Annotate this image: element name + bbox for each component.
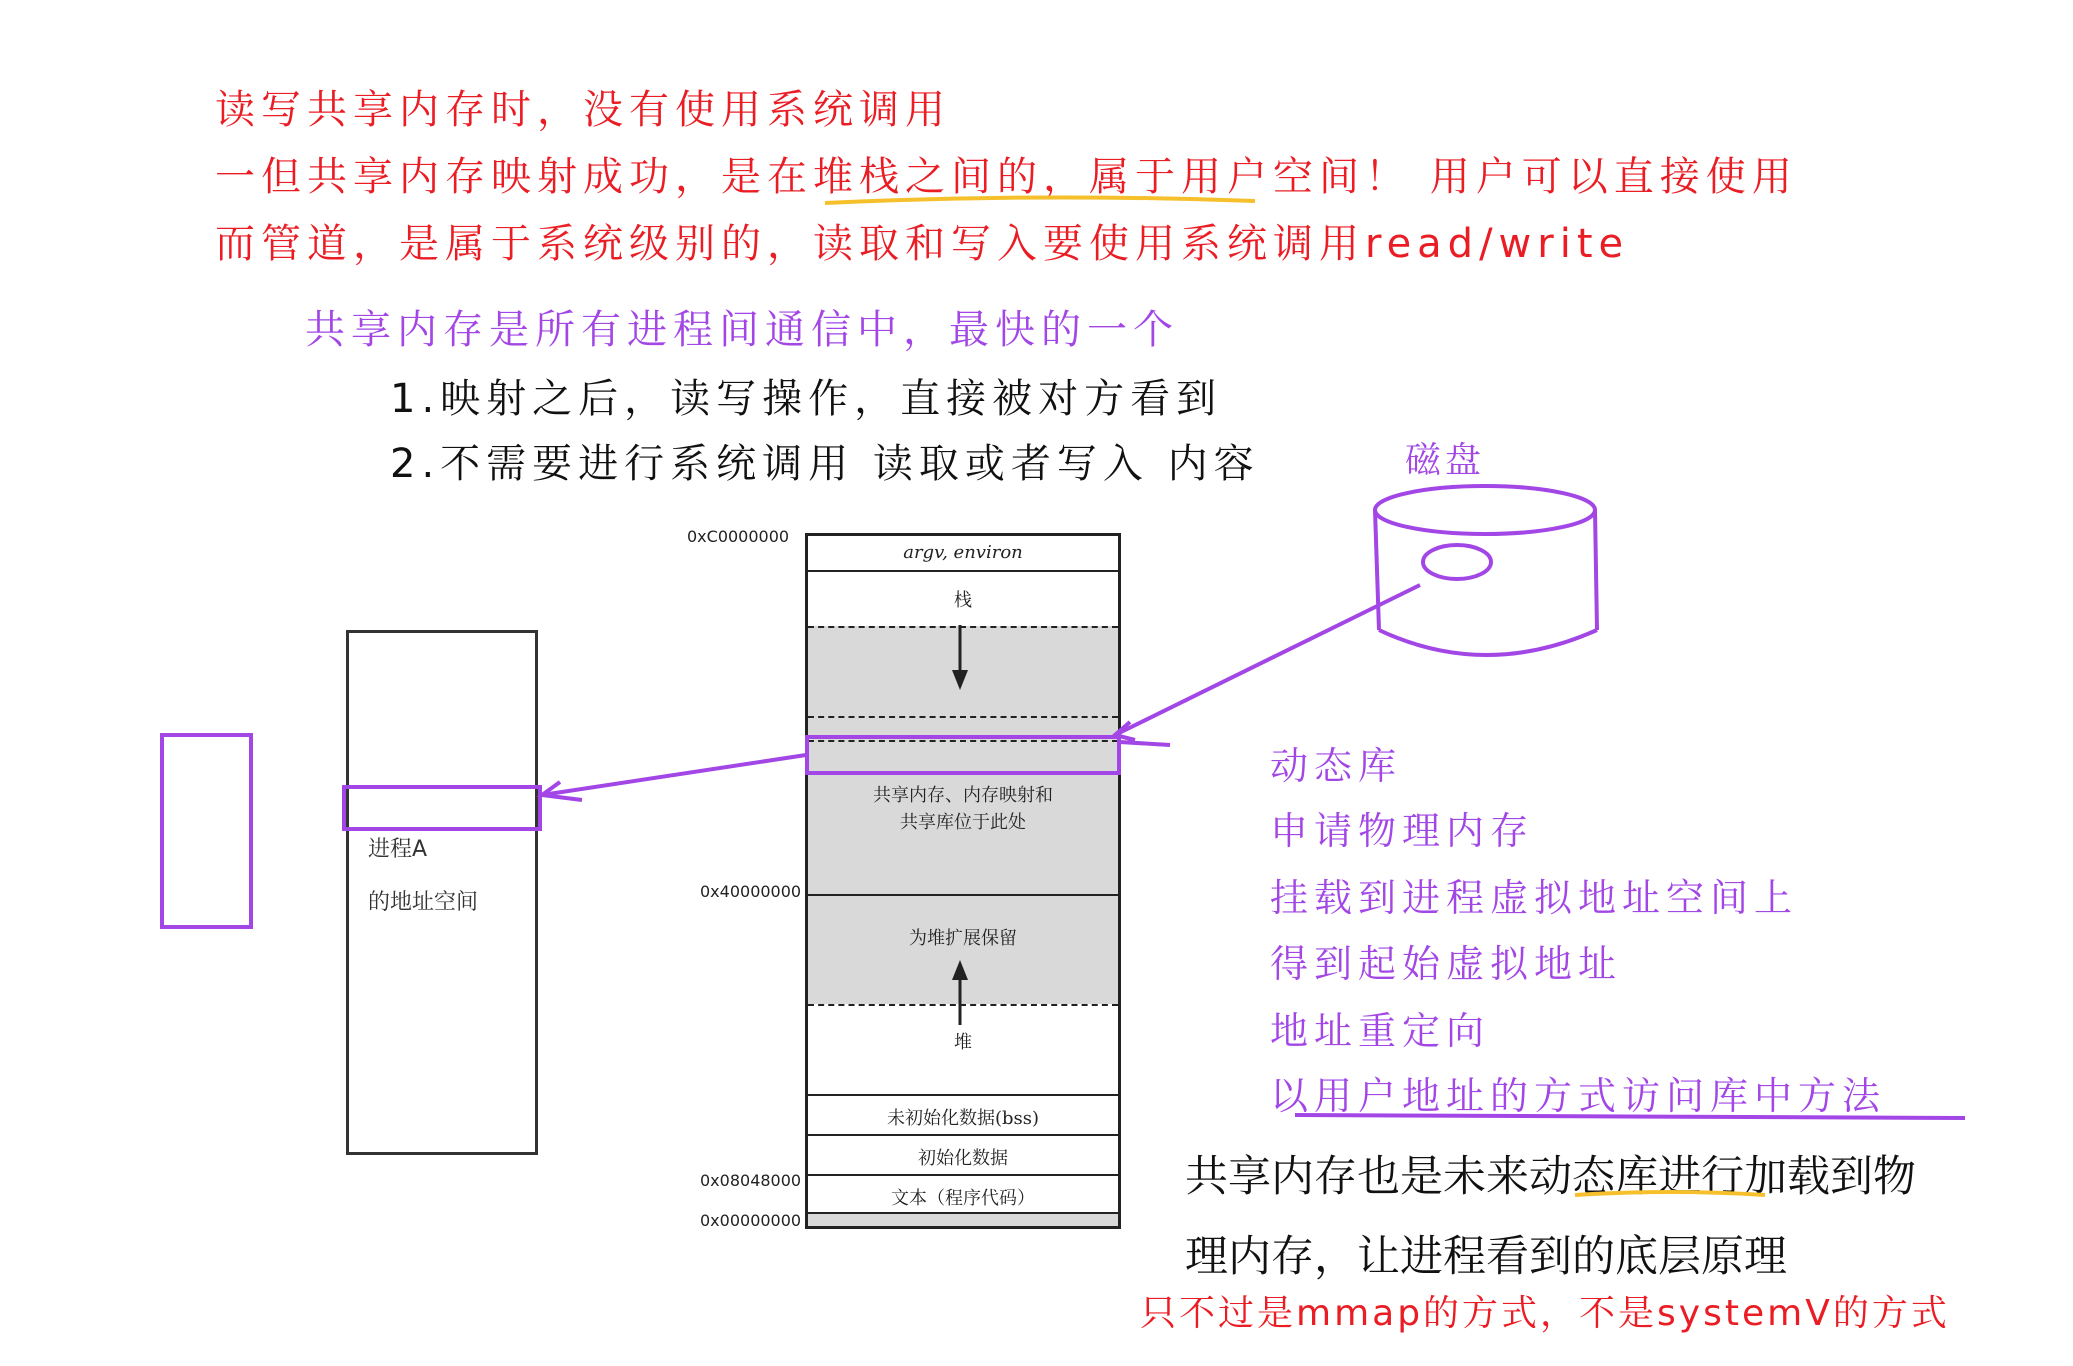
- disk-label: 磁盘: [1405, 440, 1486, 481]
- dynlib-step-5: 地址重定向: [1270, 1009, 1491, 1053]
- dynlib-step-1: 动态库: [1270, 744, 1403, 788]
- segment-argv-label: argv, environ: [903, 542, 1023, 563]
- note-line-3: 而管道，是属于系统级别的，读取和写入要使用系统调用read/write: [215, 221, 1630, 267]
- dynlib-step-4: 得到起始虚拟地址: [1270, 942, 1623, 986]
- segment-text-label: 文本（程序代码）: [891, 1188, 1035, 1209]
- dynlib-underline: [1290, 1105, 1970, 1125]
- addr-zero: 0x00000000: [700, 1211, 802, 1230]
- segment-stack-label: 栈: [954, 590, 972, 611]
- dynlib-step-3: 挂载到进程虚拟地址空间上: [1270, 876, 1799, 920]
- principle-underline: [1570, 1185, 1770, 1205]
- addr-top: 0xC0000000: [687, 527, 790, 546]
- segment-bss-label: 未初始化数据(bss): [886, 1108, 1040, 1129]
- note-line-1: 读写共享内存时，没有使用系统调用: [215, 87, 951, 133]
- point-2: 2.不需要进行系统调用 读取或者写入 内容: [390, 441, 1260, 487]
- shared-region-label-2: 共享库位于此处: [900, 812, 1026, 833]
- dynlib-step-6: 以用户地址的方式访问库中方法: [1270, 1074, 1887, 1118]
- addr-text: 0x08048000: [700, 1171, 802, 1190]
- principle-line-1: 共享内存也是未来动态库进行加载到物: [1185, 1152, 1916, 1202]
- addr-mid: 0x40000000: [700, 882, 802, 901]
- heap-reserve-label: 为堆扩展保留: [909, 928, 1017, 949]
- note-line-2: 一但共享内存映射成功，是在堆栈之间的，属于用户空间！ 用户可以直接使用: [215, 154, 1798, 200]
- dynlib-step-2: 申请物理内存: [1270, 809, 1535, 853]
- segment-heap-label: 堆: [954, 1032, 972, 1053]
- segment-data-label: 初始化数据: [918, 1148, 1008, 1169]
- fastest-note: 共享内存是所有进程间通信中，最快的一个: [305, 307, 1179, 353]
- process-a-desc: 的地址空间: [368, 890, 479, 915]
- shared-region-label-1: 共享内存、内存映射和: [873, 785, 1053, 806]
- footnote: 只不过是mmap的方式，不是systemV的方式: [1140, 1293, 1950, 1334]
- process-a-name: 进程A: [368, 837, 428, 862]
- principle-line-2: 理内存，让进程看到的底层原理: [1185, 1232, 1787, 1282]
- point-1: 1.映射之后，读写操作，直接被对方看到: [390, 376, 1223, 422]
